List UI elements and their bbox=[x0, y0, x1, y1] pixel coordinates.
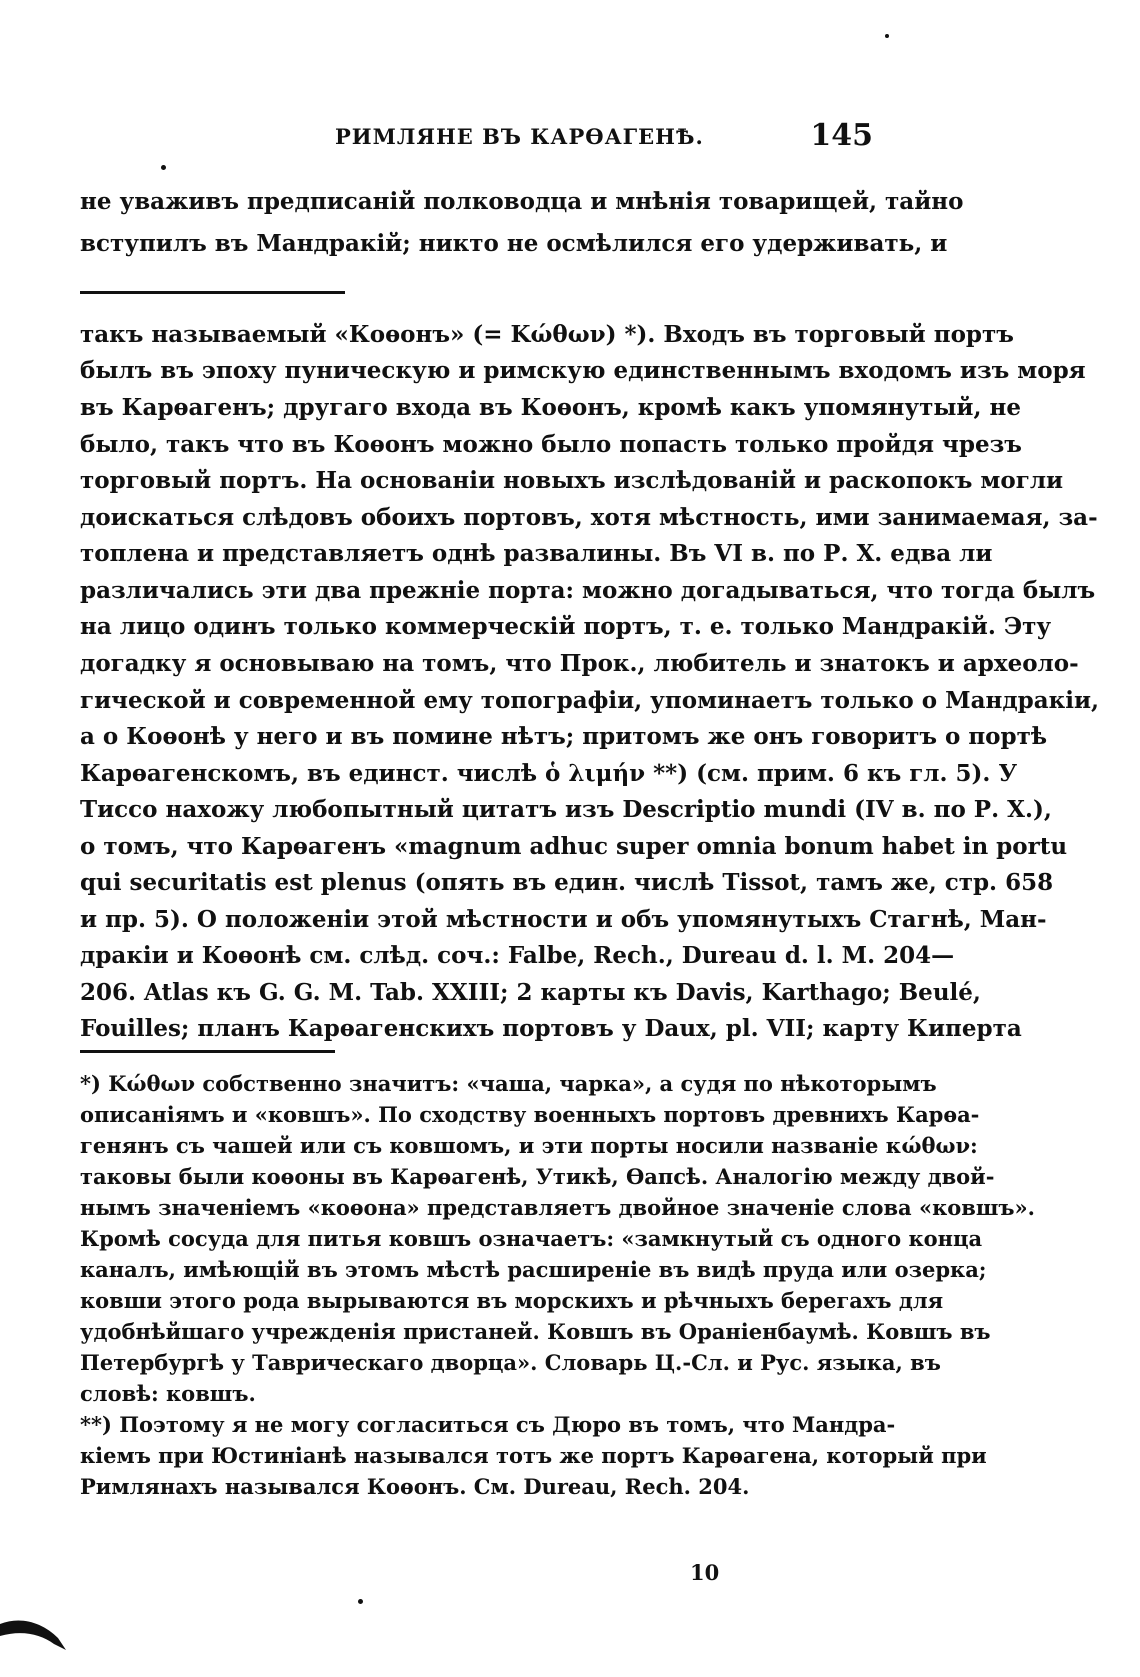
body-line: догадку я основываю на томъ, что Прок., любитель и знатокъ и археоло- bbox=[80, 650, 1079, 677]
body-line: не уваживъ предписаній полководца и мнѣнія товарищей, тайно bbox=[80, 188, 964, 215]
footnote-line: ковши этого рода вырываются въ морскихъ и рѣчныхъ берегахъ для bbox=[80, 1288, 944, 1313]
separator-rule bbox=[80, 291, 345, 294]
footnote-line: каналъ, имѣющій въ этомъ мѣстѣ расширеніе въ видѣ пруда или озерка; bbox=[80, 1257, 987, 1282]
footnote-line: генянъ съ чашей или съ ковшомъ, и эти порты носили названіе κώθων: bbox=[80, 1133, 978, 1158]
body-line: такъ называемый «Коѳонъ» (= Κώθων) *). Входъ въ торговый портъ bbox=[80, 321, 1014, 348]
page-number: 145 bbox=[810, 118, 873, 153]
ink-speck bbox=[358, 1599, 363, 1604]
footnote-line: **) Поэтому я не могу согласиться съ Дюро въ томъ, что Мандра- bbox=[80, 1412, 896, 1437]
footnote-line: кіемъ при Юстиніанѣ назывался тотъ же портъ Карѳагена, который при bbox=[80, 1443, 987, 1468]
footnote-line: Римлянахъ назывался Коѳонъ. См. Dureau, Rech. 204. bbox=[80, 1474, 750, 1499]
ink-speck bbox=[161, 165, 166, 170]
signature-mark: 10 bbox=[690, 1560, 720, 1585]
body-line: было, такъ что въ Коѳонъ можно было попасть только пройдя чрезъ bbox=[80, 431, 1022, 458]
footnote-line: Петербургѣ у Таврическаго дворца». Словарь Ц.-Сл. и Рус. языка, въ bbox=[80, 1350, 941, 1375]
body-line: о томъ, что Карѳагенъ «magnum adhuc super omnia bonum habet in portu bbox=[80, 833, 1068, 860]
body-line: различались эти два прежніе порта: можно догадываться, что тогда былъ bbox=[80, 577, 1096, 604]
body-line: а о Коѳонѣ у него и въ помине нѣтъ; притомъ же онъ говоритъ о портѣ bbox=[80, 723, 1048, 750]
footnote-line: словѣ: ковшъ. bbox=[80, 1381, 256, 1406]
body-line: топлена и представляетъ однѣ развалины. Въ VI в. по Р. Х. едва ли bbox=[80, 540, 993, 567]
body-line: Fouilles; планъ Карѳагенскихъ портовъ у Daux, pl. VII; карту Киперта bbox=[80, 1015, 1022, 1042]
running-title: РИМЛЯНЕ ВЪ КАРѲАГЕНѢ. bbox=[335, 124, 704, 149]
body-line: вступилъ въ Мандракій; никто не осмѣлился его удерживать, и bbox=[80, 230, 948, 257]
body-line: доискаться слѣдовъ обоихъ портовъ, хотя мѣстность, ими занимаемая, за- bbox=[80, 504, 1098, 531]
ink-speck bbox=[885, 34, 889, 38]
body-line: 206. Atlas къ G. G. M. Tab. XXIII; 2 карты къ Davis, Karthago; Beulé, bbox=[80, 979, 981, 1006]
body-line: былъ въ эпоху пуническую и римскую единственнымъ входомъ изъ моря bbox=[80, 357, 1086, 384]
footnote-line: описаніямъ и «ковшъ». По сходству военныхъ портовъ древнихъ Карѳа- bbox=[80, 1102, 980, 1127]
footnote-line: Кромѣ сосуда для питья ковшъ означаетъ: «замкнутый съ одного конца bbox=[80, 1226, 983, 1251]
footnote-separator bbox=[80, 1050, 335, 1053]
footnote-line: удобнѣйшаго учрежденія пристаней. Ковшъ въ Ораніенбаумѣ. Ковшъ въ bbox=[80, 1319, 991, 1344]
body-line: и пр. 5). О положеніи этой мѣстности и объ упомянутыхъ Стагнѣ, Ман- bbox=[80, 906, 1047, 933]
footnote-line: таковы были коѳоны въ Карѳагенѣ, Утикѣ, Ѳапсѣ. Аналогію между двой- bbox=[80, 1164, 995, 1189]
body-line: qui securitatis est plenus (опять въ един. числѣ Tissot, тамъ же, стр. 658 bbox=[80, 869, 1054, 896]
body-line: дракіи и Коѳонѣ см. слѣд. соч.: Falbe, Rech., Dureau d. l. M. 204— bbox=[80, 942, 955, 969]
footnote-line: нымъ значеніемъ «коѳона» представляетъ двойное значеніе слова «ковшъ». bbox=[80, 1195, 1035, 1220]
footnote-line: *) Κώθων собственно значитъ: «чаша, чарка», а судя по нѣкоторымъ bbox=[80, 1071, 937, 1096]
body-line: торговый портъ. На основаніи новыхъ изслѣдованій и раскопокъ могли bbox=[80, 467, 1064, 494]
body-line: въ Карѳагенъ; другаго входа въ Коѳонъ, кромѣ какъ упомянутый, не bbox=[80, 394, 1021, 421]
body-line: на лицо одинъ только коммерческій портъ, т. е. только Мандракій. Эту bbox=[80, 613, 1052, 640]
corner-ink-mark bbox=[0, 1610, 80, 1677]
body-line: Карѳагенскомъ, въ единст. числѣ ὁ λιμήν **) (см. прим. 6 къ гл. 5). У bbox=[80, 760, 1018, 787]
body-line: Тиссо нахожу любопытный цитатъ изъ Descriptio mundi (IV в. по Р. Х.), bbox=[80, 796, 1052, 823]
body-line: гической и современной ему топографіи, упоминаетъ только о Мандракіи, bbox=[80, 687, 1100, 714]
running-header bbox=[300, 118, 873, 158]
